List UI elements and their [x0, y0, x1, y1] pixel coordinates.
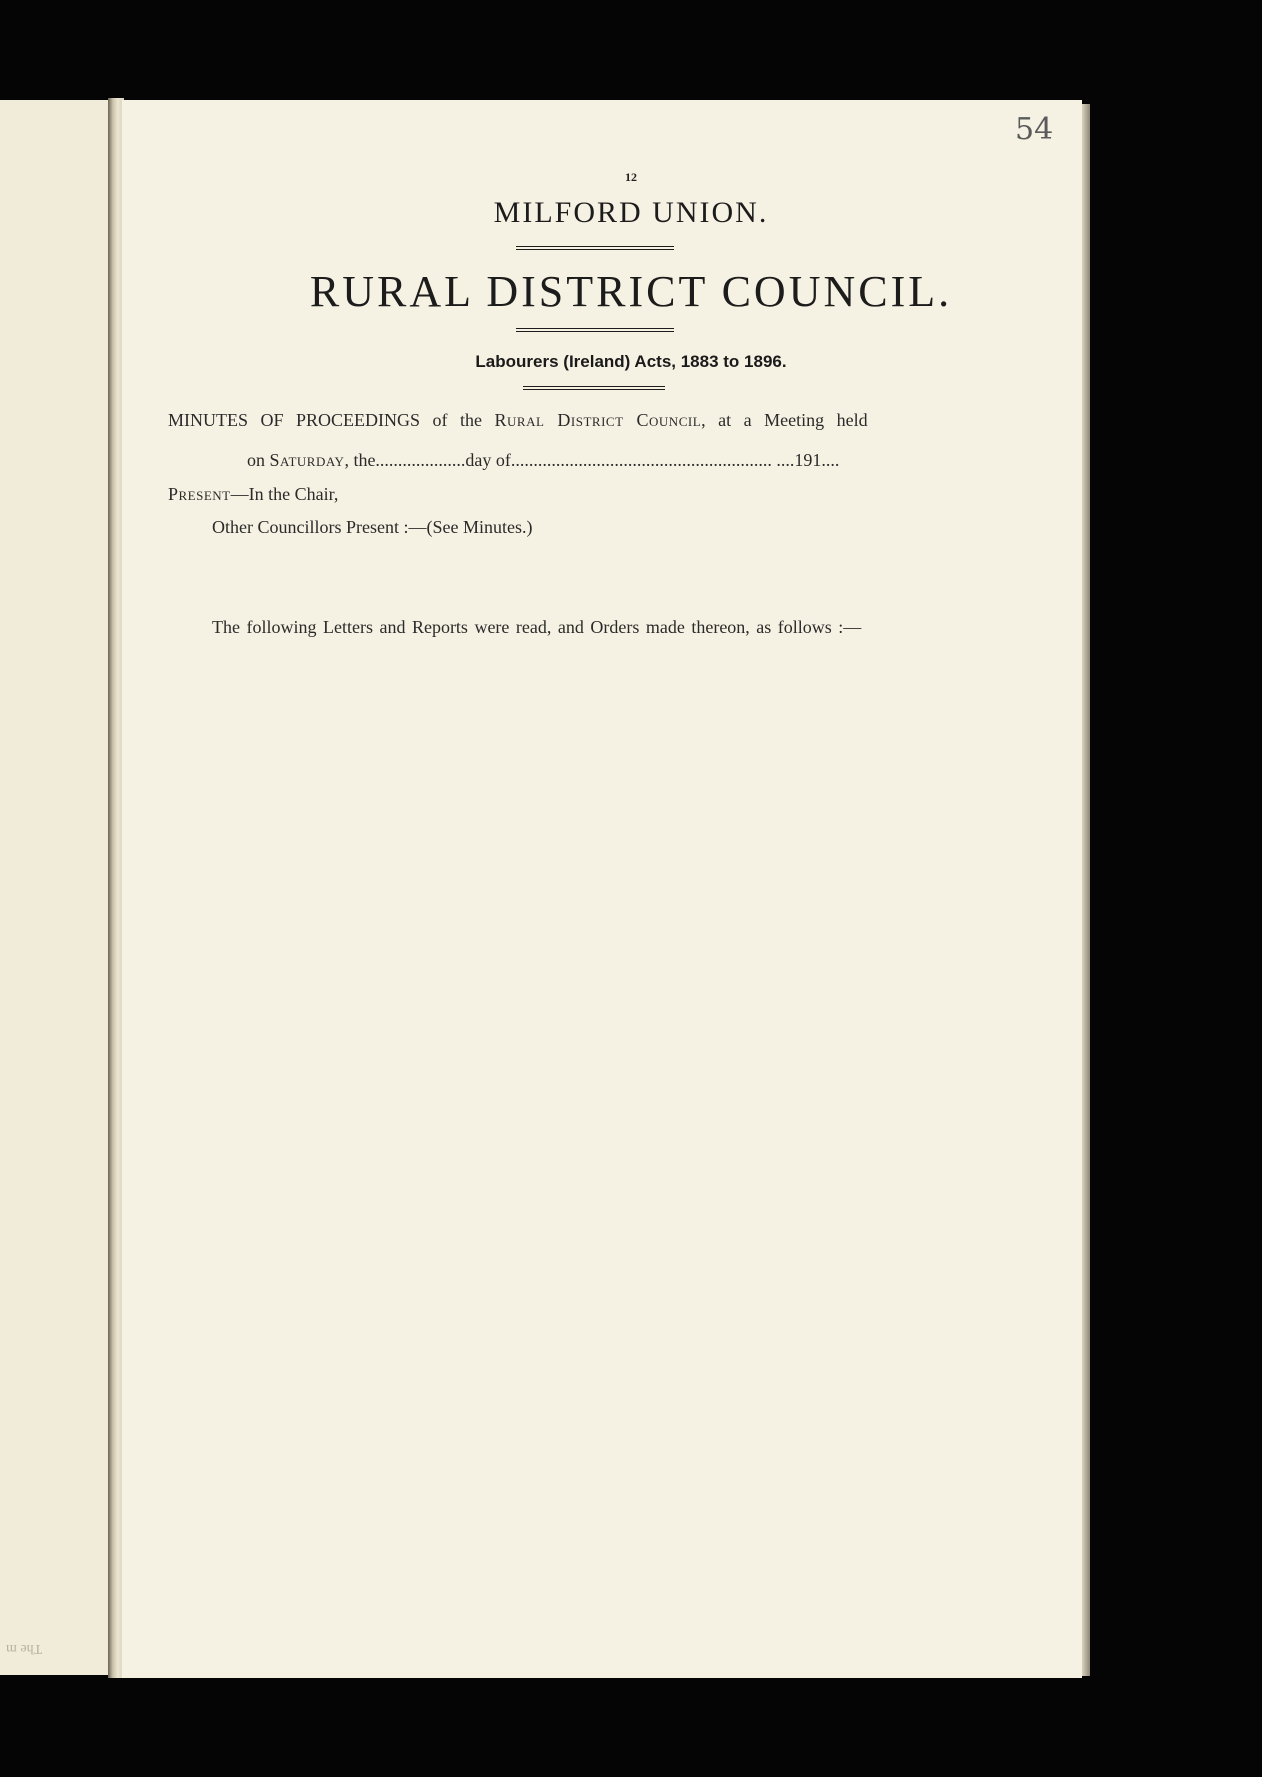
minutes-line	[168, 410, 868, 431]
date-line	[247, 450, 839, 471]
page-edge	[1082, 104, 1090, 1676]
councillors-line: Other Councillors Present :—(See Minutes.)	[212, 517, 533, 537]
date-line-part-a: on	[247, 450, 270, 470]
title-rule-3	[523, 386, 665, 390]
folio-number: 54	[1015, 112, 1054, 147]
present-smallcaps: Present	[168, 484, 231, 504]
union-title: MILFORD UNION.	[493, 196, 769, 229]
council-name-smallcaps: Rural District Council	[494, 410, 702, 430]
title-rule-2	[516, 328, 674, 332]
minutes-line-part-a: MINUTES OF PROCEEDINGS of the	[168, 410, 495, 430]
left-page	[0, 100, 110, 1675]
weekday-smallcaps: Saturday	[269, 450, 345, 470]
present-line	[168, 484, 338, 505]
title-rule-1	[516, 246, 674, 250]
council-title: RURAL DISTRICT COUNCIL.	[309, 267, 953, 316]
acts-subtitle: Labourers (Ireland) Acts, 1883 to 1896.	[475, 352, 787, 371]
minutes-line-part-c: , at a Meeting held	[701, 410, 868, 430]
right-page	[122, 100, 1082, 1678]
date-line-part-c: , the....................day of.......................................................... ....191....	[344, 450, 840, 470]
present-line-rest: —In the Chair,	[230, 484, 339, 504]
left-page-bleed-text: The m	[6, 1641, 43, 1656]
print-page-number: 12	[625, 170, 637, 184]
letters-line: The following Letters and Reports were read, and Orders made thereon, as follows :—	[212, 617, 862, 637]
